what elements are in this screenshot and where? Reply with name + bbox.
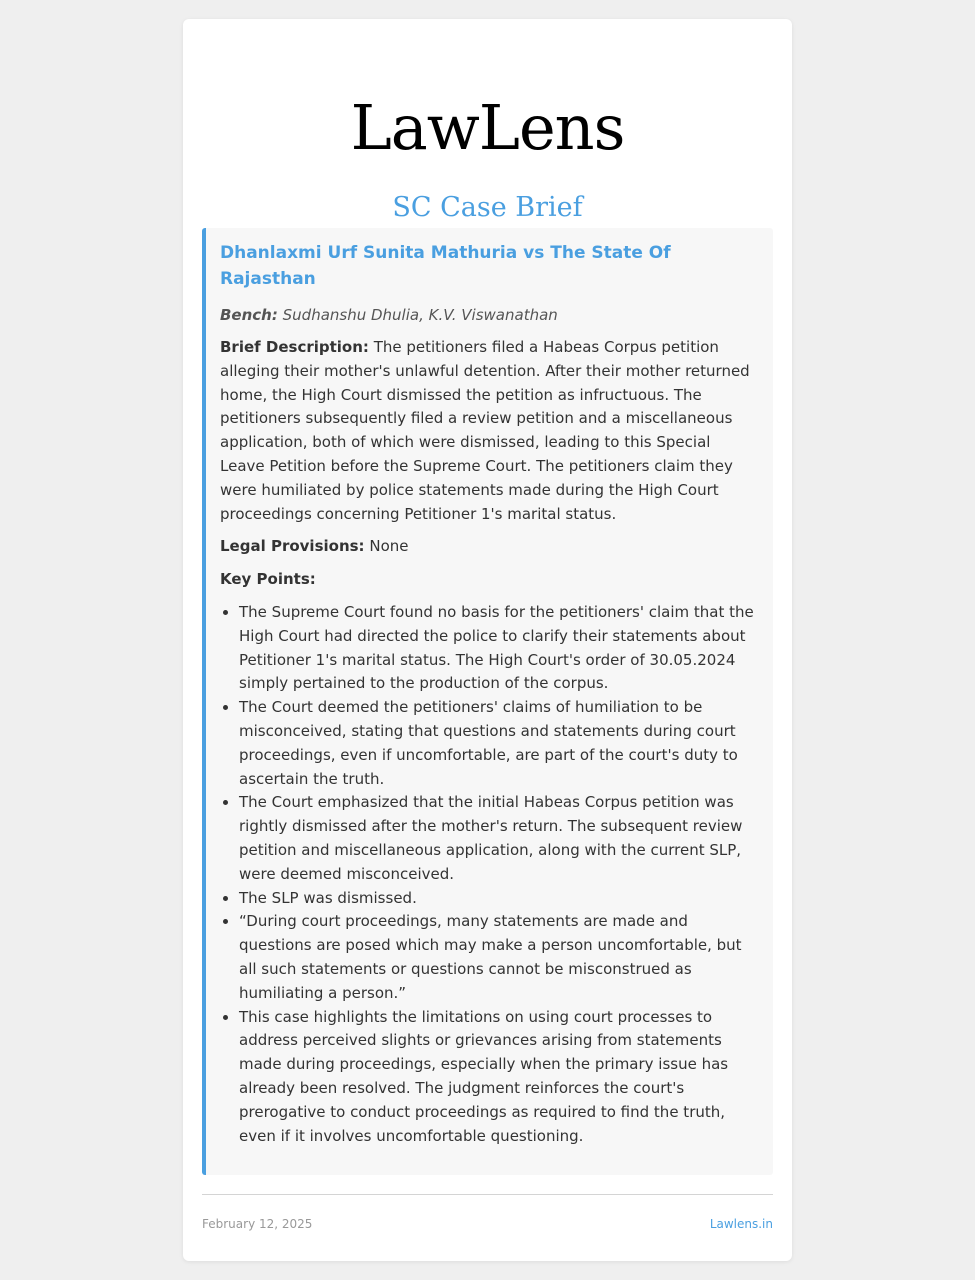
key-point-item: • “During court proceedings, many statements are made and questions are posed which may make a person uncomfortable, but all such statements or questions cannot be misconstrued as humiliating a person.” bbox=[239, 910, 757, 1005]
case-brief-section bbox=[202, 228, 773, 1175]
key-point-item: • The Court emphasized that the initial Habeas Corpus petition was rightly dismissed after the mother's return. The subsequent review petition and miscellaneous application, along with the current SLP, were deemed misconceived. bbox=[239, 791, 757, 886]
legal-provisions bbox=[220, 535, 757, 559]
provisions-value: None bbox=[369, 537, 409, 556]
key-point-item: • The Court deemed the petitioners' claims of humiliation to be misconceived, stating that questions and statements during court proceedings, even if uncomfortable, are part of the court's duty to ascertain the truth. bbox=[239, 696, 757, 791]
provisions-label: Legal Provisions: bbox=[220, 537, 365, 556]
description-label: Brief Description: bbox=[220, 338, 369, 356]
footer-divider bbox=[202, 1194, 773, 1195]
lawlens-logo: LawLens bbox=[350, 91, 625, 164]
lawlens-site-link[interactable]: Lawlens.in bbox=[709, 1217, 773, 1231]
brief-description bbox=[220, 336, 757, 526]
footer-date: February 12, 2025 bbox=[202, 1217, 313, 1231]
bench-value: Sudhanshu Dhulia, K.V. Viswanathan bbox=[282, 306, 558, 324]
page-subtitle: SC Case Brief bbox=[392, 192, 583, 223]
bench-line bbox=[220, 303, 757, 327]
key-points-heading bbox=[220, 568, 757, 592]
case-brief-card bbox=[183, 19, 792, 1261]
description-text: The petitioners filed a Habeas Corpus petition alleging their mother's unlawful detention. After their mother returned home, the High Court dismissed the petition as infructuous. The petitioners subsequently filed a review petition and a miscellaneous application, both of which were dismissed, leading to this Special Leave Petition before the Supreme Court. The petitioners claim they were humiliated by police statements made during the High Court proceedings concerning Petitioner 1's marital status. bbox=[220, 338, 750, 523]
bench-label: Bench: bbox=[220, 306, 278, 324]
key-point-item: • The Supreme Court found no basis for the petitioners' claim that the High Court had directed the police to clarify their statements about Petitioner 1's marital status. The High Court's order of 30.05.2024 simply pertained to the production of the corpus. bbox=[239, 601, 757, 696]
key-point-item: • This case highlights the limitations on using court processes to address perceived slights or grievances arising from statements made during proceedings, especially when the primary issue has already been resolved. The judgment reinforces the court's prerogative to conduct proceedings as required to find the truth, even if it involves uncomfortable questioning. bbox=[239, 1006, 757, 1149]
key-points-list bbox=[220, 601, 757, 1148]
key-point-item: • The SLP was dismissed. bbox=[239, 887, 757, 911]
case-title: Dhanlaxmi Urf Sunita Mathuria vs The State Of Rajasthan bbox=[220, 243, 671, 289]
key-points-label: Key Points: bbox=[220, 570, 316, 589]
